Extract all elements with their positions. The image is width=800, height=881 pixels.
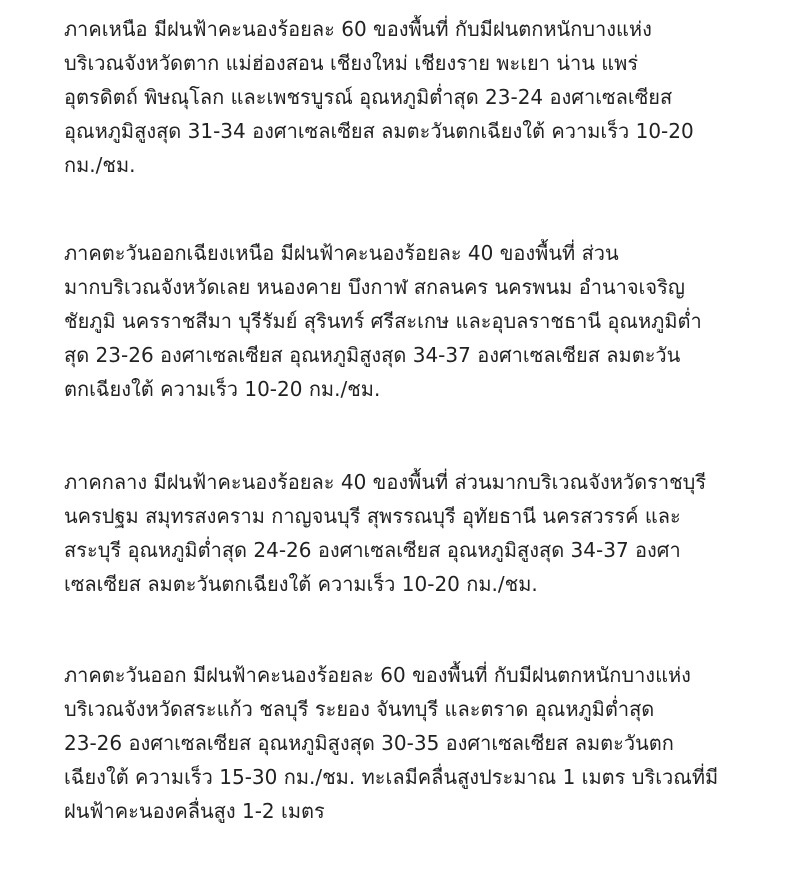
text-line: นครปฐม สมุทรสงคราม กาญจนบุรี สุพรรณบุรี อุทัยธานี นครสวรรค์ และ [64, 504, 681, 528]
central-region-forecast [64, 465, 706, 601]
text-line: ตกเฉียงใต้ ความเร็ว 10-20 กม./ชม. [64, 377, 381, 401]
text-line: สุด 23-26 องศาเซลเซียส อุณหภูมิสูงสุด 34-37 องศาเซลเซียส ลมตะวัน [64, 343, 681, 367]
text-line: ภาคตะวันออกเฉียงเหนือ มีฝนฟ้าคะนองร้อยละ 40 ของพื้นที่ ส่วน [64, 241, 619, 265]
text-line: 23-26 องศาเซลเซียส อุณหภูมิสูงสุด 30-35 องศาเซลเซียส ลมตะวันตก [64, 731, 674, 755]
text-line: กม./ชม. [64, 153, 136, 177]
text-line: ฝนฟ้าคะนองคลื่นสูง 1-2 เมตร [64, 799, 325, 823]
northern-region-forecast [64, 12, 694, 182]
text-line: บริเวณจังหวัดตาก แม่ฮ่องสอน เชียงใหม่ เชียงราย พะเยา น่าน แพร่ [64, 51, 639, 75]
text-line: อุณหภูมิสูงสุด 31-34 องศาเซลเซียส ลมตะวันตกเฉียงใต้ ความเร็ว 10-20 [64, 119, 694, 143]
text-line: สระบุรี อุณหภูมิต่ำสุด 24-26 องศาเซลเซียส อุณหภูมิสูงสุด 34-37 องศา [64, 538, 681, 562]
text-line: ภาคตะวันออก มีฝนฟ้าคะนองร้อยละ 60 ของพื้นที่ กับมีฝนตกหนักบางแห่ง [64, 663, 691, 687]
text-line: มากบริเวณจังหวัดเลย หนองคาย บึงกาฬ สกลนคร นครพนม อำนาจเจริญ [64, 275, 685, 299]
text-line: บริเวณจังหวัดสระแก้ว ชลบุรี ระยอง จันทบุรี และตราด อุณหภูมิต่ำสุด [64, 697, 655, 721]
text-line: ชัยภูมิ นครราชสีมา บุรีรัมย์ สุรินทร์ ศรีสะเกษ และอุบลราชธานี อุณหภูมิต่ำ [64, 309, 702, 333]
text-line: ภาคกลาง มีฝนฟ้าคะนองร้อยละ 40 ของพื้นที่ ส่วนมากบริเวณจังหวัดราชบุรี [64, 470, 707, 494]
text-line: เซลเซียส ลมตะวันตกเฉียงใต้ ความเร็ว 10-20 กม./ชม. [64, 572, 538, 596]
text-line: ภาคเหนือ มีฝนฟ้าคะนองร้อยละ 60 ของพื้นที่ กับมีฝนตกหนักบางแห่ง [64, 17, 652, 41]
northeastern-region-forecast [64, 236, 702, 406]
text-line: อุตรดิตถ์ พิษณุโลก และเพชรบูรณ์ อุณหภูมิต่ำสุด 23-24 องศาเซลเซียส [64, 85, 673, 109]
text-line: เฉียงใต้ ความเร็ว 15-30 กม./ชม. ทะเลมีคลื่นสูงประมาณ 1 เมตร บริเวณที่มี [64, 765, 719, 789]
eastern-region-forecast [64, 658, 718, 828]
